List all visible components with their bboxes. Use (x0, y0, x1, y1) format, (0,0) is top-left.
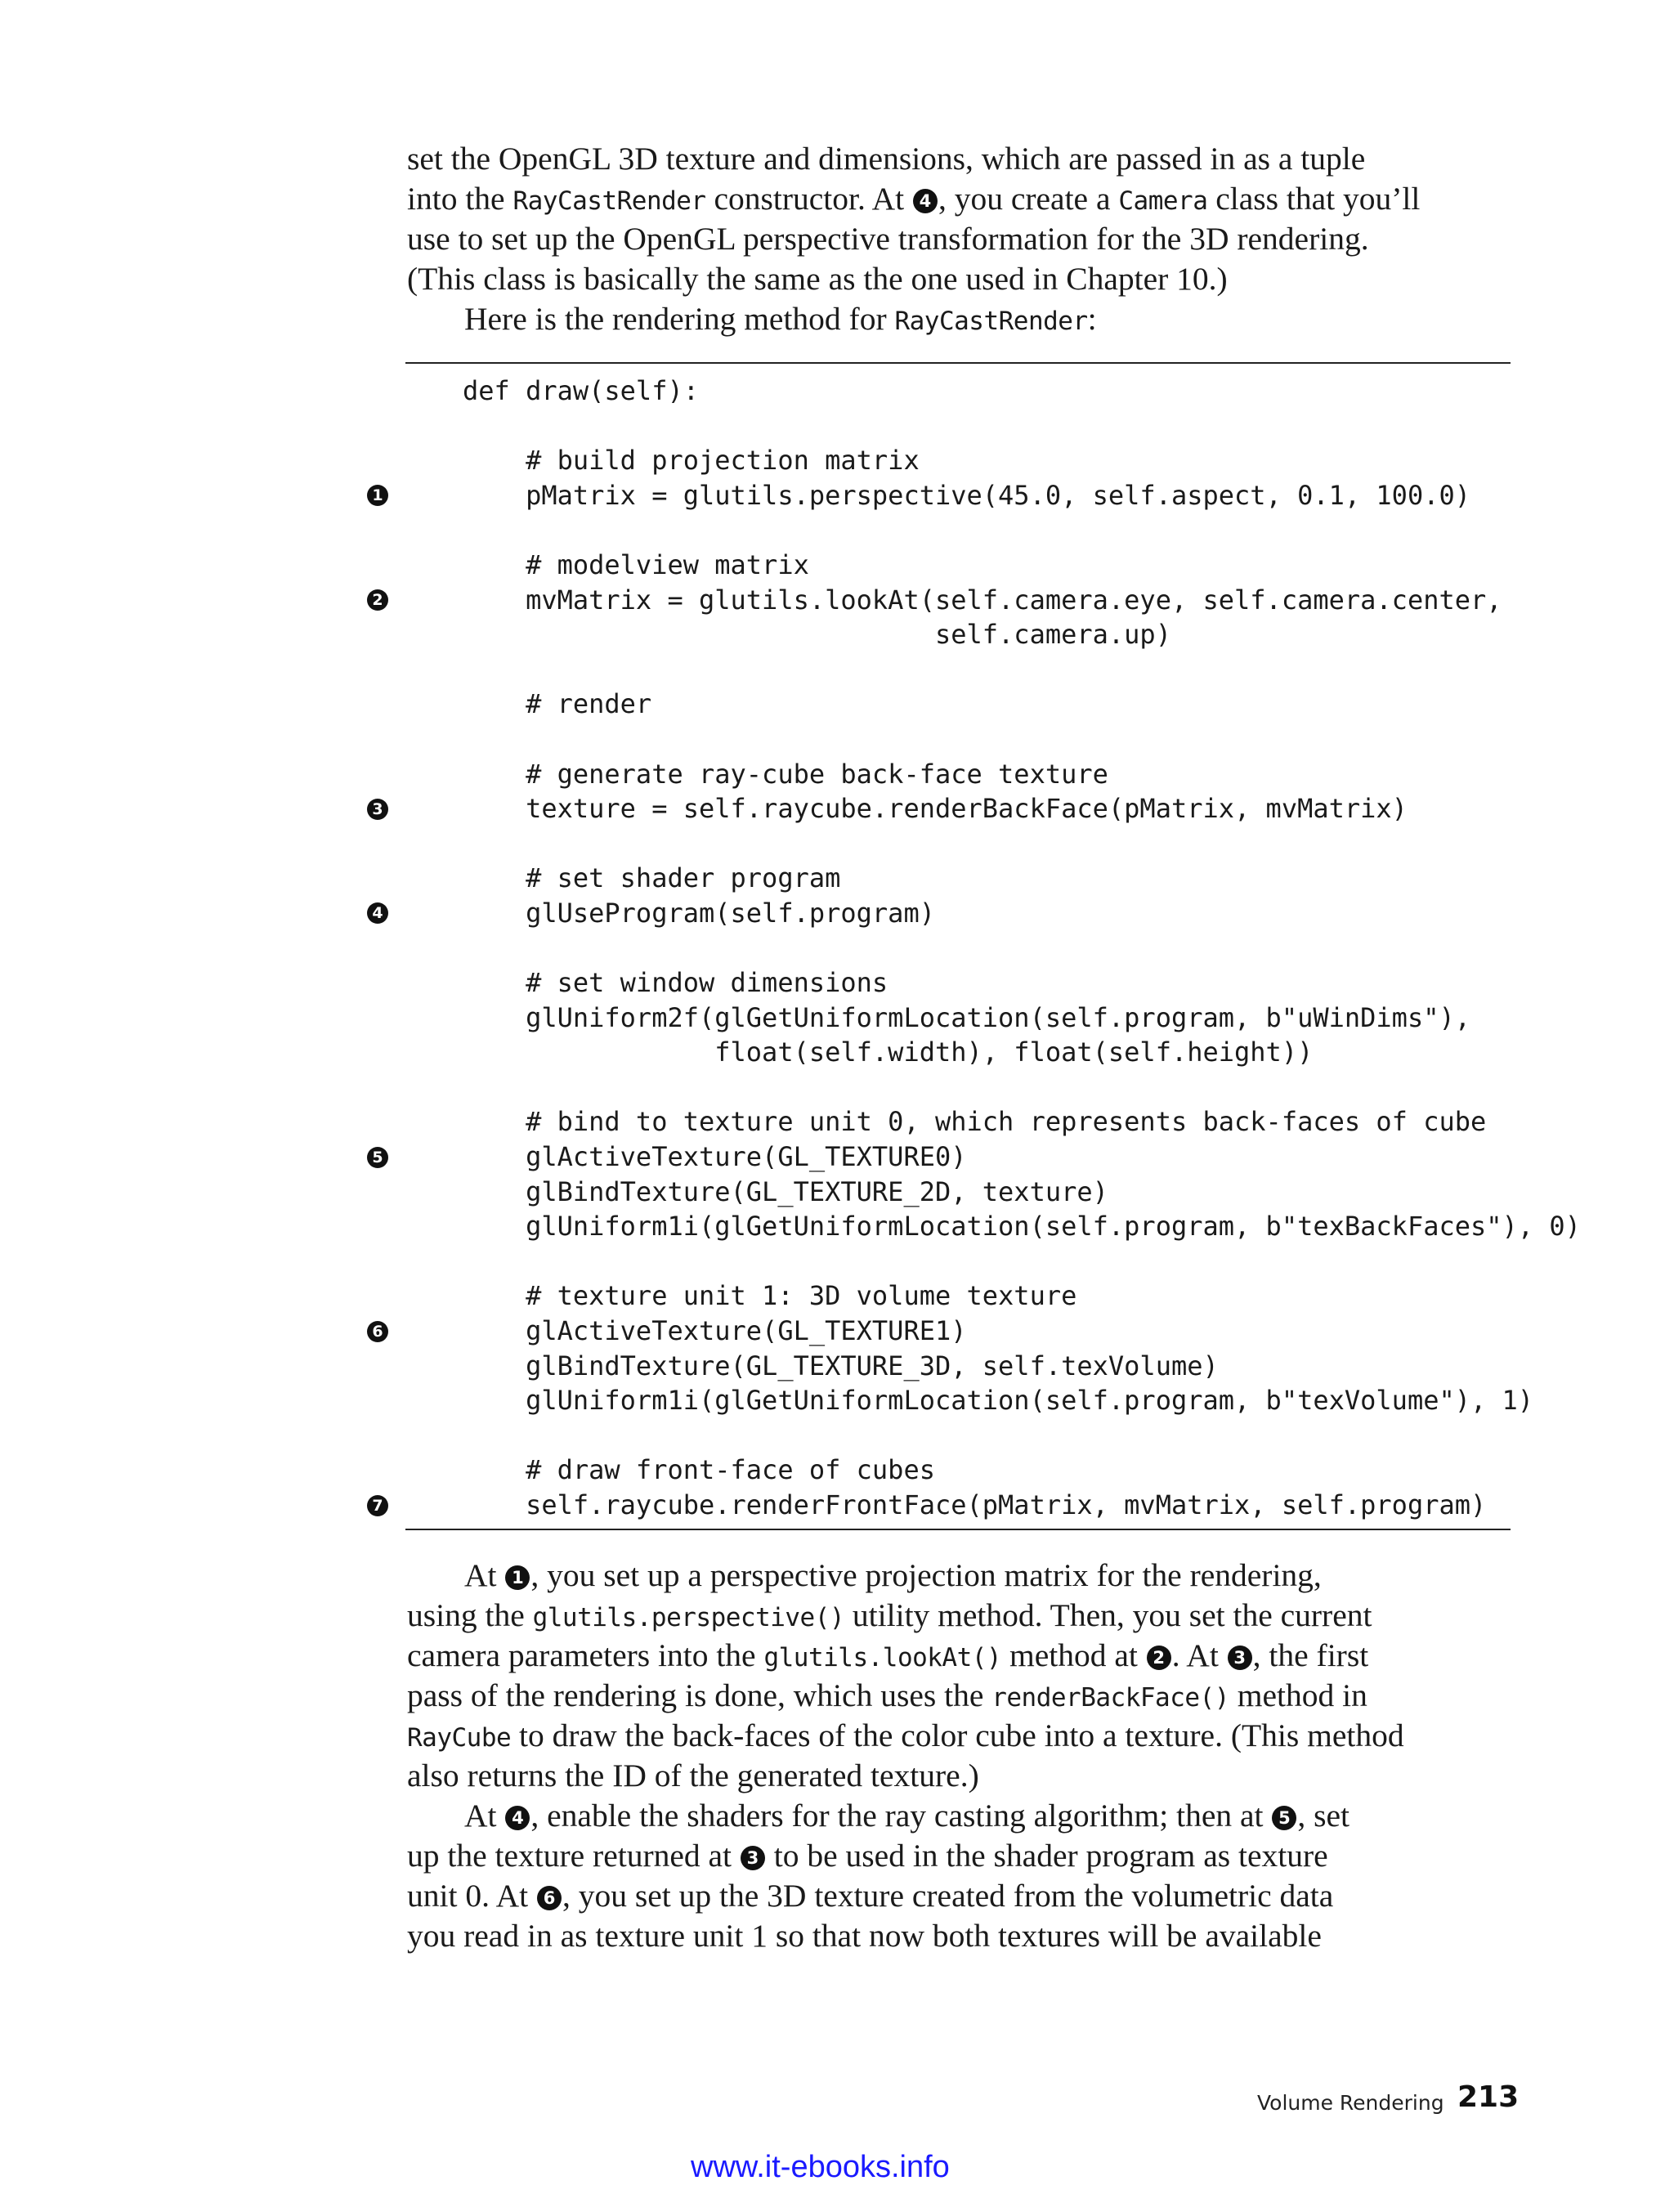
code-line: pMatrix = glutils.perspective(45.0, self.aspect, 0.1, 100.0) (463, 479, 1470, 511)
code-class-camera: Camera (1118, 186, 1208, 216)
code-callout-marker-2: 2 (367, 589, 388, 611)
intro-line-2: into the RayCastRender constructor. At 4 , you create a Camera class that you’ll (407, 181, 1421, 217)
para2-line-2: up the texture returned at 3 to be used in the shader program as texture (407, 1838, 1328, 1874)
code-line: # bind to texture unit 0, which represents back-faces of cube (463, 1106, 1487, 1138)
code-line: glBindTexture(GL_TEXTURE_3D, self.texVolume) (463, 1350, 1219, 1381)
code-line (463, 652, 1517, 687)
code-perspective: glutils.perspective() (532, 1603, 845, 1632)
code-raycube: RayCube (407, 1723, 512, 1753)
code-line: self.camera.up) (463, 619, 1171, 651)
code-line: glUniform1i(glGetUniformLocation(self.program, b"texVolume"), 1) (463, 1385, 1534, 1417)
intro-line-4: (This class is basically the same as the one used in Chapter 10.) (407, 261, 1228, 297)
para1-line-1: At 1 , you set up a perspective projection matrix for the rendering, (464, 1557, 1322, 1593)
code-renderbackface: renderBackFace() (991, 1683, 1229, 1713)
running-footer-section: Volume Rendering (1257, 2091, 1444, 2115)
intro-line-5: Here is the rendering method for RayCastRender: (464, 301, 1097, 337)
code-callout-marker-4: 4 (367, 902, 388, 924)
code-line: texture = self.raycube.renderBackFace(pMatrix, mvMatrix) (463, 793, 1408, 825)
para2-line-4: you read in as texture unit 1 so that now both textures will be available (407, 1918, 1322, 1954)
code-line: glActiveTexture(GL_TEXTURE1) (463, 1315, 967, 1347)
intro-line-1: set the OpenGL 3D texture and dimensions, which are passed in as a tuple (407, 141, 1366, 177)
callout-marker-2: 2 (1147, 1646, 1171, 1670)
code-line (463, 1070, 1517, 1105)
code-line (463, 722, 1517, 757)
watermark-link[interactable]: www.it-ebooks.info (691, 2150, 950, 2184)
code-line: # texture unit 1: 3D volume texture (463, 1280, 1077, 1312)
code-lookat: glutils.lookAt() (763, 1643, 1002, 1672)
code-line: # draw front-face of cubes (463, 1454, 935, 1486)
para1-line-6: also returns the ID of the generated texture.) (407, 1758, 979, 1793)
callout-marker-6: 6 (537, 1886, 562, 1910)
code-line: mvMatrix = glutils.lookAt(self.camera.eye, self.camera.center, (463, 584, 1502, 616)
code-line (463, 513, 1517, 548)
para1-line-5: RayCube to draw the back-faces of the color cube into a texture. (This method (407, 1717, 1404, 1753)
para1-line-2: using the glutils.perspective() utility method. Then, you set the current (407, 1597, 1372, 1633)
code-line: glBindTexture(GL_TEXTURE_2D, texture) (463, 1175, 1108, 1207)
callout-marker-1: 1 (505, 1565, 530, 1590)
code-line: # generate ray-cube back-face texture (463, 758, 1108, 790)
code-line: glUniform2f(glGetUniformLocation(self.program, b"uWinDims"), (463, 1001, 1470, 1033)
code-class-raycastrender: RayCastRender (894, 307, 1088, 336)
code-line: glUniform1i(glGetUniformLocation(self.program, b"texBackFaces"), 0) (463, 1211, 1581, 1243)
callout-marker-4: 4 (505, 1806, 530, 1830)
code-line: def draw(self): (463, 375, 699, 406)
para1-line-3: camera parameters into the glutils.lookAt() method at 2 . At 3 , the first (407, 1637, 1369, 1673)
code-listing (463, 374, 1581, 1523)
para1-line-4: pass of the rendering is done, which uses the renderBackFace() method in (407, 1677, 1367, 1713)
code-callout-marker-1: 1 (367, 485, 388, 506)
code-line (463, 931, 1517, 966)
code-line: glUseProgram(self.program) (463, 897, 935, 929)
code-line: glActiveTexture(GL_TEXTURE0) (463, 1141, 967, 1173)
code-callout-marker-3: 3 (367, 799, 388, 820)
code-line: self.raycube.renderFrontFace(pMatrix, mvMatrix, self.program) (463, 1489, 1487, 1520)
para2-line-3: unit 0. At 6 , you set up the 3D texture created from the volumetric data (407, 1878, 1334, 1914)
para2-line-1: At 4 , enable the shaders for the ray casting algorithm; then at 5 , set (464, 1798, 1350, 1834)
intro-line-3: use to set up the OpenGL perspective transformation for the 3D rendering. (407, 221, 1369, 257)
code-line (463, 1244, 1517, 1279)
code-listing-bottom-rule (405, 1529, 1511, 1530)
code-callout-marker-7: 7 (367, 1495, 388, 1516)
code-line (463, 1418, 1517, 1453)
code-line: # set window dimensions (463, 967, 888, 999)
code-line: float(self.width), float(self.height)) (463, 1037, 1314, 1068)
callout-marker-4: 4 (913, 189, 938, 213)
code-callout-marker-6: 6 (367, 1321, 388, 1342)
code-line (463, 409, 1517, 444)
code-line (463, 826, 1517, 862)
callout-marker-3: 3 (1228, 1646, 1252, 1670)
code-class-raycastrender: RayCastRender (512, 186, 706, 216)
page-number: 213 (1457, 2080, 1520, 2114)
code-line: # render (463, 688, 652, 720)
code-line: # set shader program (463, 862, 841, 894)
code-line: # modelview matrix (463, 549, 809, 580)
callout-marker-3: 3 (741, 1846, 765, 1870)
code-callout-marker-5: 5 (367, 1147, 388, 1168)
callout-marker-5: 5 (1272, 1806, 1296, 1830)
code-listing-top-rule (405, 362, 1511, 364)
code-line: # build projection matrix (463, 445, 920, 477)
